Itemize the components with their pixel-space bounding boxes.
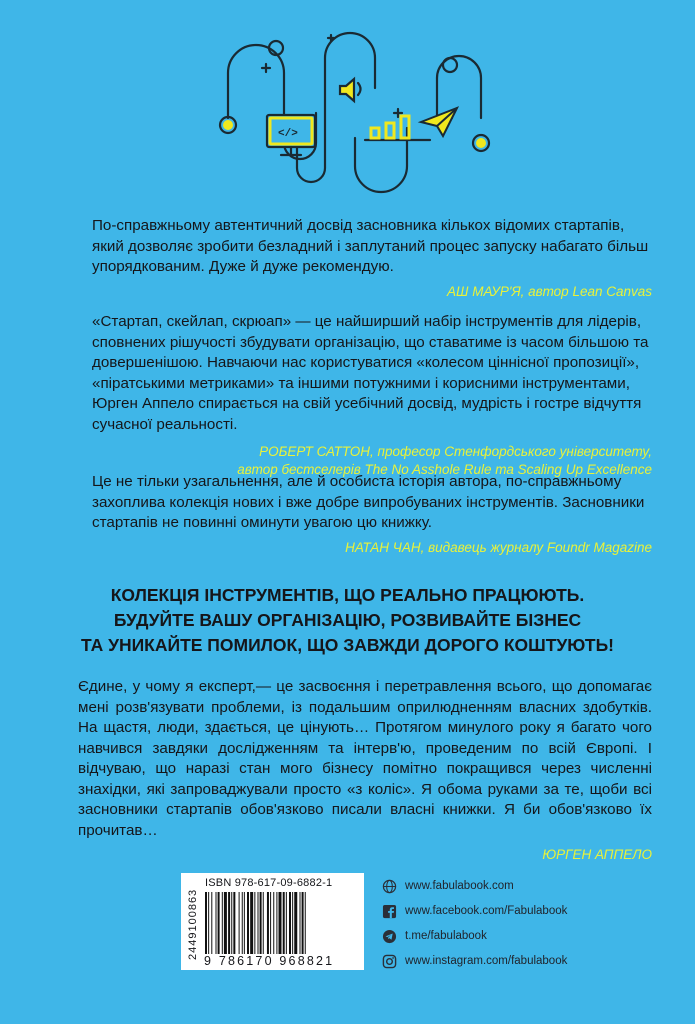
contact-text: www.facebook.com/Fabulabook	[405, 905, 568, 917]
barcode-bar	[305, 892, 306, 954]
barcode-bar	[247, 892, 249, 954]
headline-line: КОЛЕКЦІЯ ІНСТРУМЕНТІВ, ЩО РЕАЛЬНО ПРАЦЮЮТЬ.	[110, 585, 585, 605]
barcode-bar	[267, 892, 269, 954]
barcode-bar	[254, 892, 255, 954]
quote-appelo	[78, 677, 652, 864]
headline-line: БУДУЙТЕ ВАШУ ОРГАНІЗАЦІЮ, РОЗВИВАЙТЕ БІЗНЕС	[113, 610, 582, 630]
quote-author: АШ МАУР'Я, автор Lean Canvas	[447, 283, 652, 299]
barcode-number: 9 786170 968821	[204, 954, 335, 968]
quote-sutton	[92, 312, 652, 479]
barcode-bar	[228, 892, 230, 954]
barcode-bar	[231, 892, 232, 954]
startup-illustration	[205, 18, 500, 208]
quote-text: Це не тільки узагальнення, але й особиста історія автора, по-справжньому захоплива колекція нових і вже добре випробуваних інструментів. Засновники стартапів не повинні оминути увагою цю книжку.	[92, 473, 645, 531]
quote-author: ЮРГЕН АППЕЛО	[542, 847, 652, 862]
isbn: ISBN 978-617-09-6882-1	[205, 877, 333, 889]
barcode-bar	[224, 892, 227, 954]
barcode-bar	[211, 892, 212, 954]
contact-text: t.me/fabulabook	[405, 930, 487, 942]
globe-icon	[382, 879, 397, 894]
instagram-icon	[382, 954, 397, 969]
quote-maurya	[92, 216, 652, 301]
barcode-bar	[244, 892, 245, 954]
contact-telegram[interactable]	[382, 925, 662, 947]
quote-text: «Стартап, скейлап, скрюап» — це найширший набір інструментів для лідерів, сповнених рішучості збудувати організацію, що ставатиме із часом більшою та довершенішою. Навчаючи нас користуватися «колесом ціннісної пропозиції», «піратськими метриками» та іншими потужними і корисними інструментами, Юрген Аппело спирається на свій усебічний досвід, мудрість і гостре відчуття сучасної реальності.	[92, 313, 649, 433]
barcode-bar	[292, 892, 293, 954]
barcode-bar	[233, 892, 235, 954]
telegram-icon	[382, 929, 397, 944]
barcode-bar	[218, 892, 220, 954]
contact-text: www.fabulabook.com	[405, 880, 514, 892]
barcode-bar	[300, 892, 301, 954]
quote-author: НАТАН ЧАН, видавець журналу Foundr Magazine	[345, 539, 652, 555]
quote-chan	[92, 472, 652, 557]
barcode-bar	[205, 892, 207, 954]
headline	[40, 583, 655, 658]
barcode-bar	[273, 892, 274, 954]
barcode-bar	[263, 892, 264, 954]
barcode-bar	[222, 892, 223, 954]
barcode-bar	[216, 892, 217, 954]
author-line: автор бестселерів The No Asshole Rule та Scaling Up Excellence	[237, 462, 652, 477]
barcode-bar	[208, 892, 209, 954]
author-line: РОБЕРТ САТТОН, професор Стенфордського університету,	[259, 444, 652, 459]
contact-text: www.instagram.com/fabulabook	[405, 955, 568, 967]
barcode-bars	[205, 892, 359, 954]
barcode-bar	[294, 892, 297, 954]
facebook-icon	[382, 904, 397, 919]
barcode-bar	[289, 892, 291, 954]
barcode-bar	[286, 892, 287, 954]
barcode-bar	[279, 892, 282, 954]
contact-website[interactable]	[382, 875, 662, 897]
contact-instagram[interactable]	[382, 950, 662, 972]
barcode-side-number: 2449100863	[187, 888, 199, 960]
quote-text: Єдине, у чому я експерт,— це засвоєння і перетравлення всього, що допомагає мені розв'язувати проблеми, із подальшим оприлюдненням власних здобутків. На щастя, люди, здається, це цінують… Протягом минулого року я багато чого навчився завдяки дослідженням та інтерв'ю, проведеним по всій Європі. І відчуваю, що наразі стан мого бізнесу помітно покращився через численні знахідки, які запроваджували просто «з коліс». Я обома руками за те, щоби всі засновники стартапів обов'язково писали власні книжки. Я би обов'язково їх прочитав…	[78, 678, 652, 839]
headline-line: ТА УНИКАЙТЕ ПОМИЛОК, ЩО ЗАВЖДИ ДОРОГО КОШТУЮТЬ!	[80, 635, 614, 655]
quote-text: По-справжньому автентичний досвід засновника кількох відомих стартапів, який дозволяє зробити безладний і заплутаний процес запуску набагато більш упорядкованим. Дуже й дуже рекомендую.	[92, 217, 649, 275]
publisher-contacts	[382, 875, 662, 975]
barcode-bar	[242, 892, 243, 954]
barcode-bar	[260, 892, 262, 954]
contact-facebook[interactable]	[382, 900, 662, 922]
barcode-bar	[250, 892, 253, 954]
barcode-bar	[283, 892, 285, 954]
barcode-bar	[258, 892, 259, 954]
barcode-bar	[302, 892, 304, 954]
barcode-bar	[239, 892, 240, 954]
barcode-bar	[276, 892, 277, 954]
svg-text:</>: </>	[278, 128, 298, 140]
barcode-bar	[270, 892, 271, 954]
